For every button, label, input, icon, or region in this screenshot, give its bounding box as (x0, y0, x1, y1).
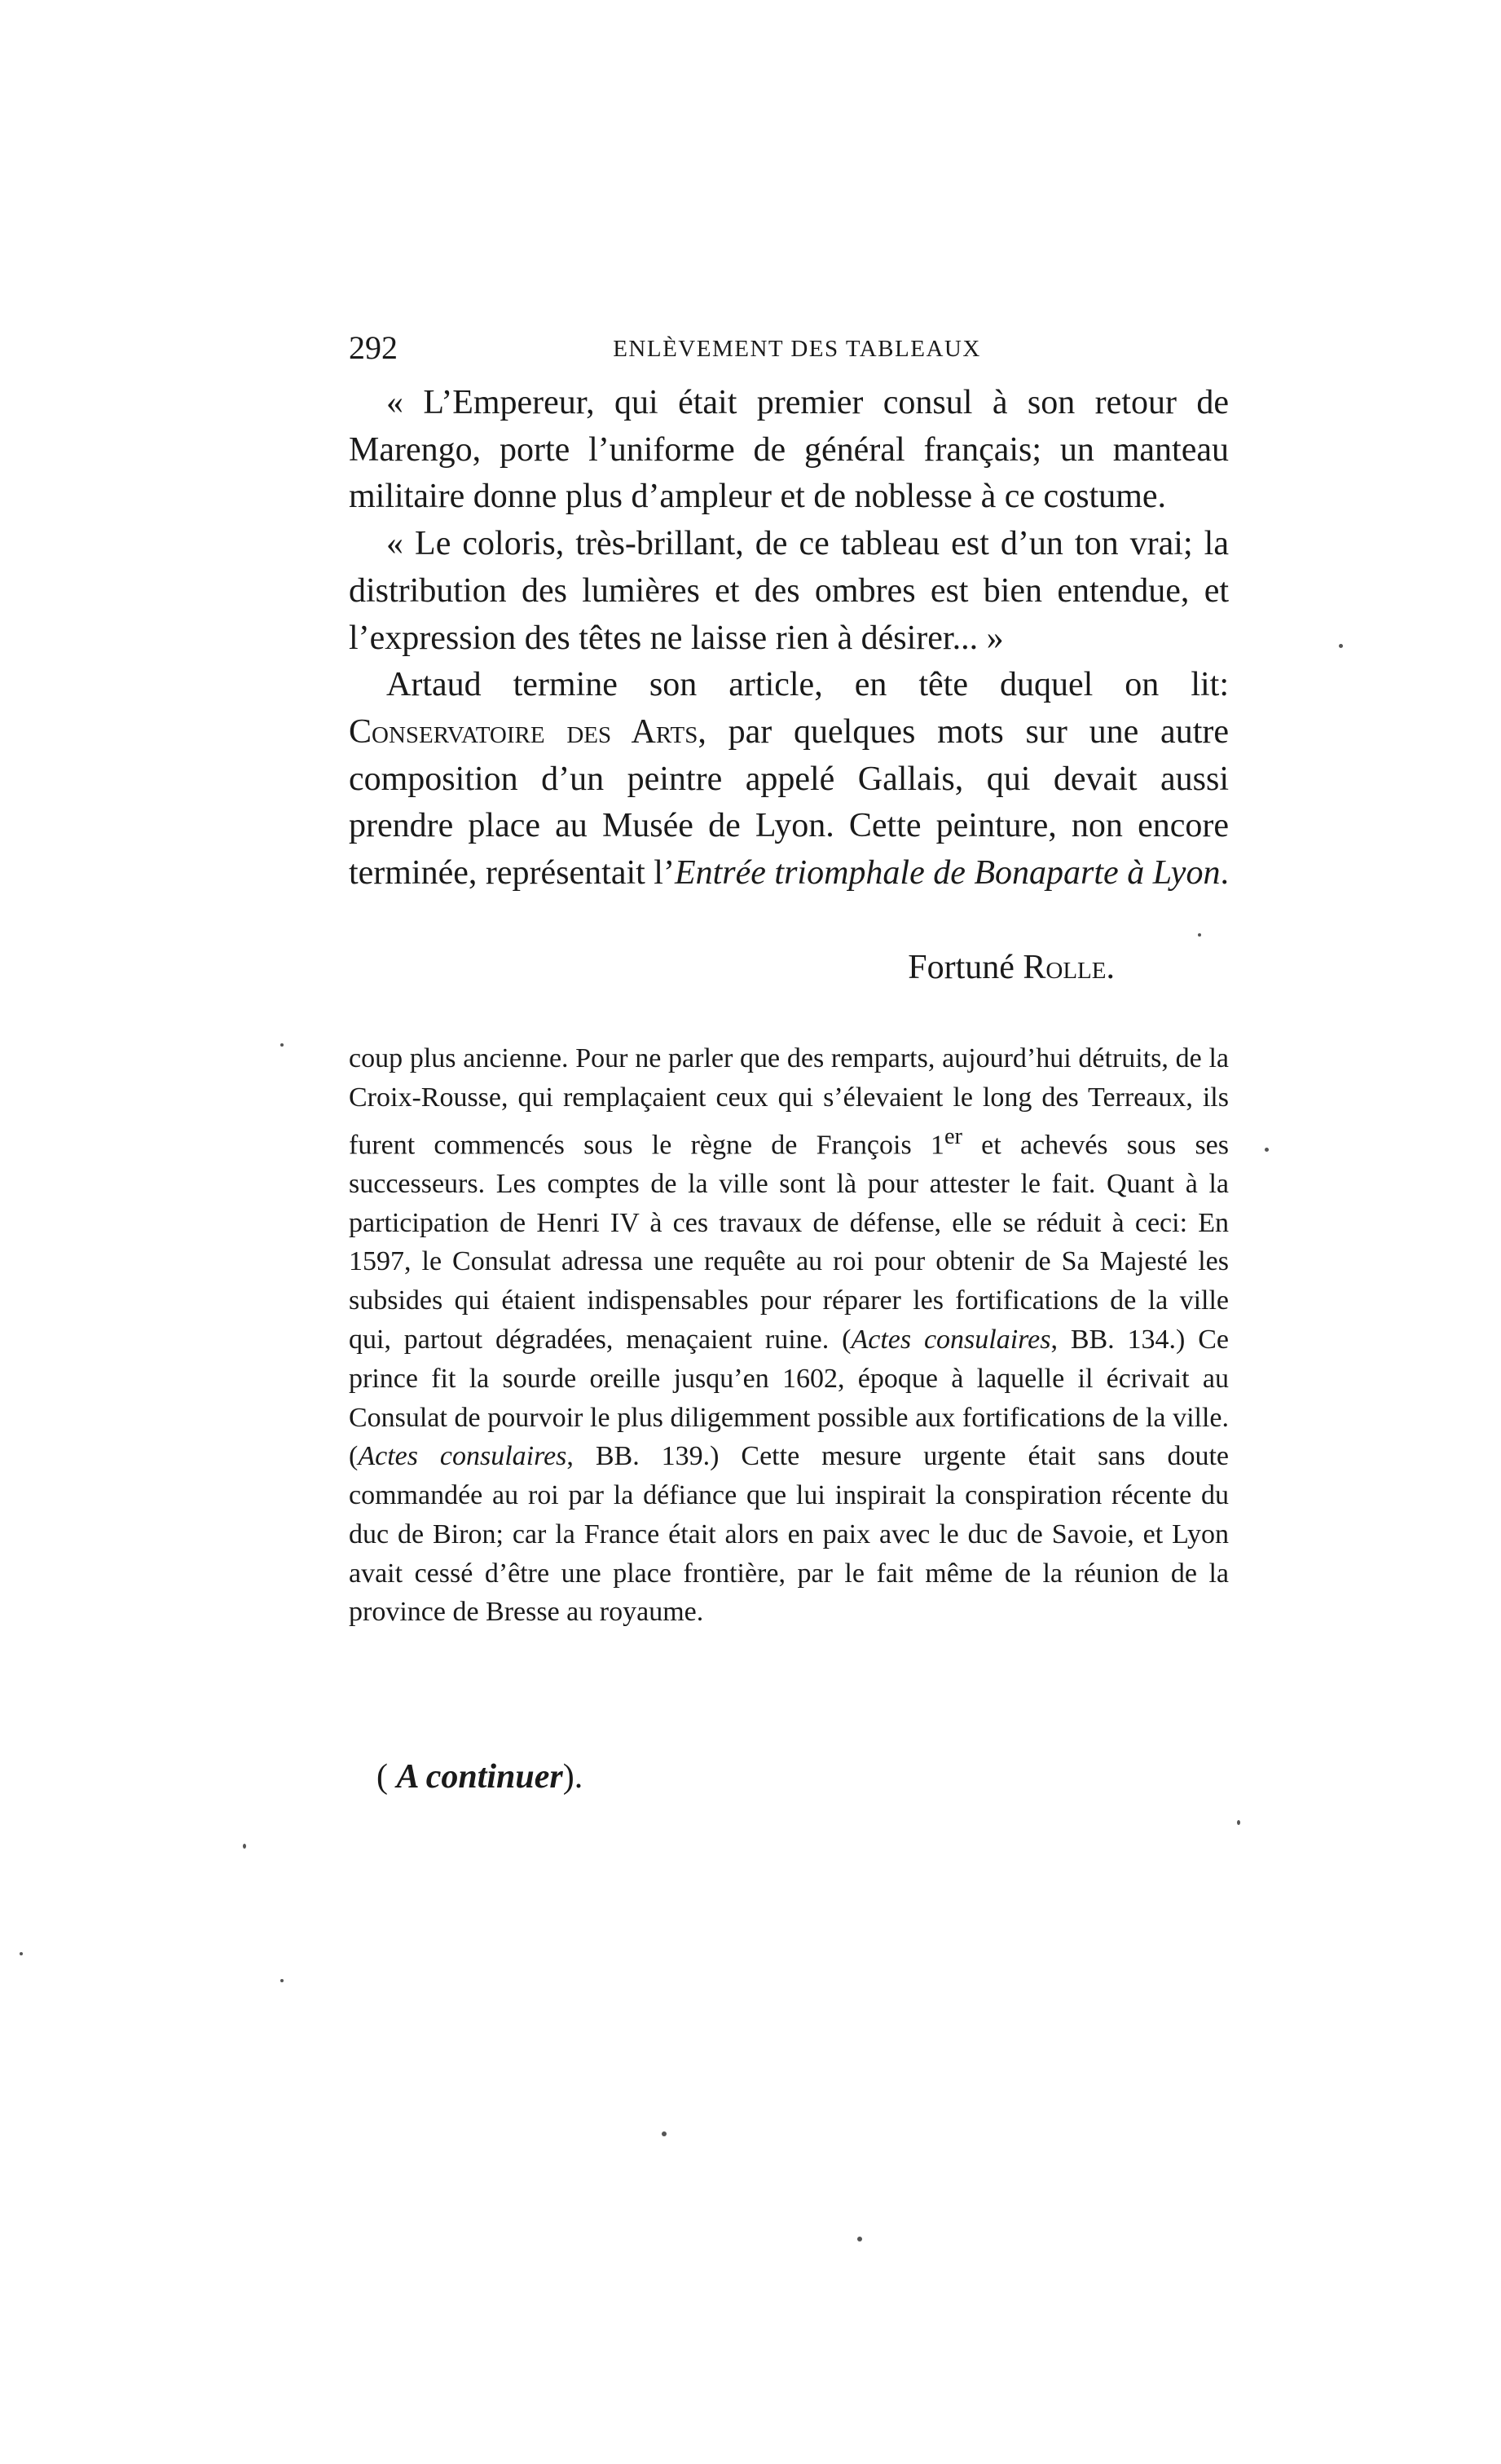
scan-speck (662, 2131, 667, 2136)
running-head: ENLÈVEMENT DES TABLEAUX (613, 336, 981, 362)
footnote-text-3: , BB. 134.) Ce prince fit la sourde oreille jusqu’en 1602, époque à laquelle il écrivait au Consulat de pourvoir le plus diligemment possible aux fortifications de la ville. ( (349, 1324, 1229, 1472)
signature-first: Fortuné (908, 949, 1023, 986)
scan-speck (20, 1952, 23, 1955)
signature-last: Rolle (1023, 949, 1107, 986)
scan-speck (1237, 1820, 1240, 1825)
continuation-note (376, 1754, 583, 1800)
paragraph-3-text-c: . (1220, 854, 1229, 893)
footnote-text (349, 1039, 1229, 1632)
footnote-text-1: coup plus ancienne. Pour ne parler que des remparts, aujourd’hui détruits, de la Croix-Rousse, qui remplaçaient ceux qui s’élevaient le long des Terreaux, ils furent commencés sous le règne de François 1 (349, 1043, 1229, 1160)
footnote-text-2: et achevés sous ses successeurs. Les comptes de la ville sont là pour attester le fait. Quant à la participation de Henri IV à ces travaux de défense, elle se réduit à ceci: En 1597, le Consulat adressa une requête au roi pour obtenir de Sa Majesté les subsides qui étaient indispensables pour réparer les fortifications de la ville qui, partout dégradées, menaçaient ruine. ( (349, 1129, 1229, 1355)
scan-speck (857, 2237, 862, 2241)
scan-speck (280, 1043, 284, 1047)
continuation-close: ). (562, 1758, 583, 1796)
scan-speck (1339, 644, 1343, 648)
painting-title: Entrée triomphale de Bonaparte à Lyon (674, 854, 1221, 893)
scan-speck (1265, 1148, 1269, 1152)
footnote-text-4: , BB. 139.) Cette mesure urgente était sans doute commandée au roi par la défiance que lui inspirait la conspiration récente du duc de Biron; car la France était alors en paix avec le duc de Savoie, et Lyon avait cessé d’être une place frontière, par le fait même de la réunion de la province de Bresse au royaume. (349, 1441, 1229, 1628)
page-header (349, 328, 1229, 368)
paragraph-1: « L’Empereur, qui était premier consul à son retour de Marengo, porte l’uniforme de général français; un manteau militaire donne plus d’ampleur et de noblesse à ce costume. (349, 384, 1229, 516)
author-signature (349, 944, 1115, 991)
footnote-superscript: er (944, 1123, 962, 1149)
page-number: 292 (349, 329, 398, 366)
scan-speck (280, 1979, 284, 1982)
conservatoire-heading: Conservatoire des Arts (349, 712, 698, 751)
footnote (349, 1039, 1229, 1632)
paragraph-3-text-b: , par quelques mots sur une autre composition d’un peintre appelé Gallais, qui devait aussi prendre place au Musée de Lyon. Cette peinture, non encore terminée, représentait l’ (349, 712, 1229, 893)
continuation-open: ( (376, 1758, 397, 1796)
footnote-citation-1: Actes consulaires (851, 1324, 1051, 1355)
scan-speck (243, 1844, 246, 1849)
signature-end: . (1106, 949, 1115, 986)
paragraph-2: « Le coloris, très-brillant, de ce tableau est d’un ton vrai; la distribution des lumières et des ombres est bien entendue, et l’expression des têtes ne laisse rien à désirer... » (349, 525, 1229, 657)
paragraph-3-text-a: Artaud termine son article, en tête duquel on lit: (386, 666, 1229, 704)
footnote-citation-2: Actes consulaires (358, 1441, 567, 1472)
continuation-italic: A continuer (396, 1758, 563, 1796)
paragraph-3 (349, 662, 1229, 897)
main-text (349, 380, 1229, 897)
scan-speck (1198, 933, 1201, 937)
